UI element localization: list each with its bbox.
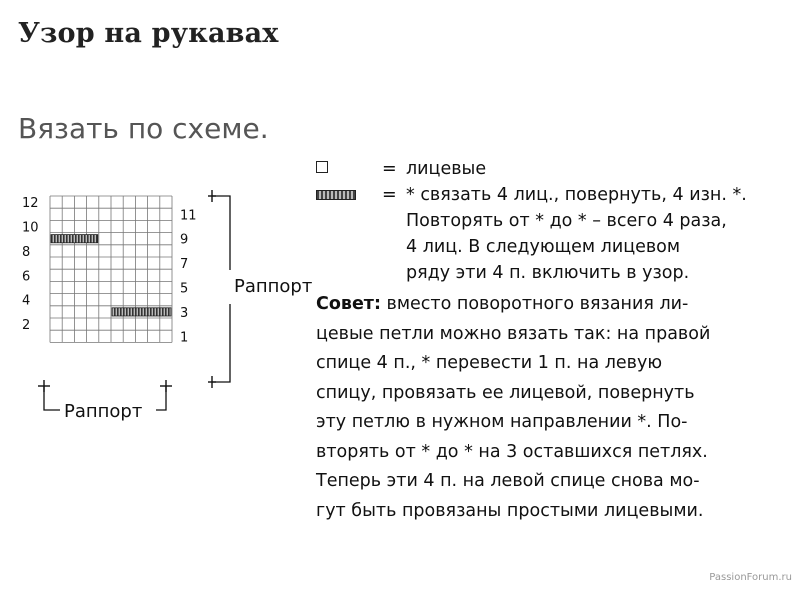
legend-line: 4 лиц. В следующем лицевом (406, 237, 681, 257)
row-label: 10 (22, 220, 39, 236)
advice-text: вместо поворотного вязания ли- (380, 294, 689, 314)
advice-block (316, 290, 786, 526)
legend-line: ряду эти 4 п. включить в узор. (406, 263, 690, 283)
advice-line: цевые петли можно вязать так: на правой (316, 323, 711, 344)
empty-cell-icon (316, 161, 328, 173)
repeat-label-right: Раппорт (234, 276, 313, 297)
hatched-block (112, 308, 171, 316)
row-label: 12 (22, 196, 39, 212)
row-label: 8 (22, 244, 31, 260)
repeat-bracket (212, 304, 230, 382)
advice-line: эту петлю в нужном направлении *. По- (316, 412, 688, 432)
advice-line: гут быть провязаны простыми лицевыми. (316, 500, 704, 521)
hatched-block-icon (316, 190, 356, 200)
advice-line: спице 4 п., * перевести 1 п. на левую (316, 353, 663, 373)
hatched-block (51, 235, 98, 243)
legend-line: лицевые (406, 159, 487, 179)
row-label: 11 (180, 208, 197, 224)
advice-line: спицу, провязать ее лицевой, повернуть (316, 382, 695, 403)
instruction-text: Вязать по схеме. (18, 112, 269, 145)
page-title: Узор на рукавах (18, 18, 279, 49)
watermark: PassionForum.ru (709, 572, 792, 583)
advice-line: Теперь эти 4 п. на левой спице снова мо- (316, 471, 700, 491)
repeat-bracket (44, 386, 60, 410)
legend-text (406, 182, 800, 286)
legend-line: Повторять от * до * – всего 4 раза, (406, 211, 727, 231)
repeat-bracket (212, 196, 230, 270)
advice-line (316, 290, 786, 320)
legend-line: * связать 4 лиц., повернуть, 4 изн. *. (406, 185, 747, 205)
row-label: 2 (22, 318, 31, 334)
row-label: 7 (180, 257, 189, 273)
row-label: 1 (180, 330, 189, 346)
legend-text (406, 156, 800, 182)
advice-label: Совет: (316, 294, 381, 314)
repeat-bracket (156, 386, 166, 410)
repeat-label-bottom: Раппорт (64, 401, 143, 422)
legend-equals: = (382, 159, 397, 179)
row-label: 5 (180, 281, 189, 297)
row-label: 6 (22, 269, 31, 285)
advice-line: вторять от * до * на 3 оставшихся петлях. (316, 441, 708, 462)
row-label: 3 (180, 305, 189, 321)
legend-equals: = (382, 185, 397, 205)
row-label: 4 (22, 293, 31, 309)
row-label: 9 (180, 232, 189, 248)
